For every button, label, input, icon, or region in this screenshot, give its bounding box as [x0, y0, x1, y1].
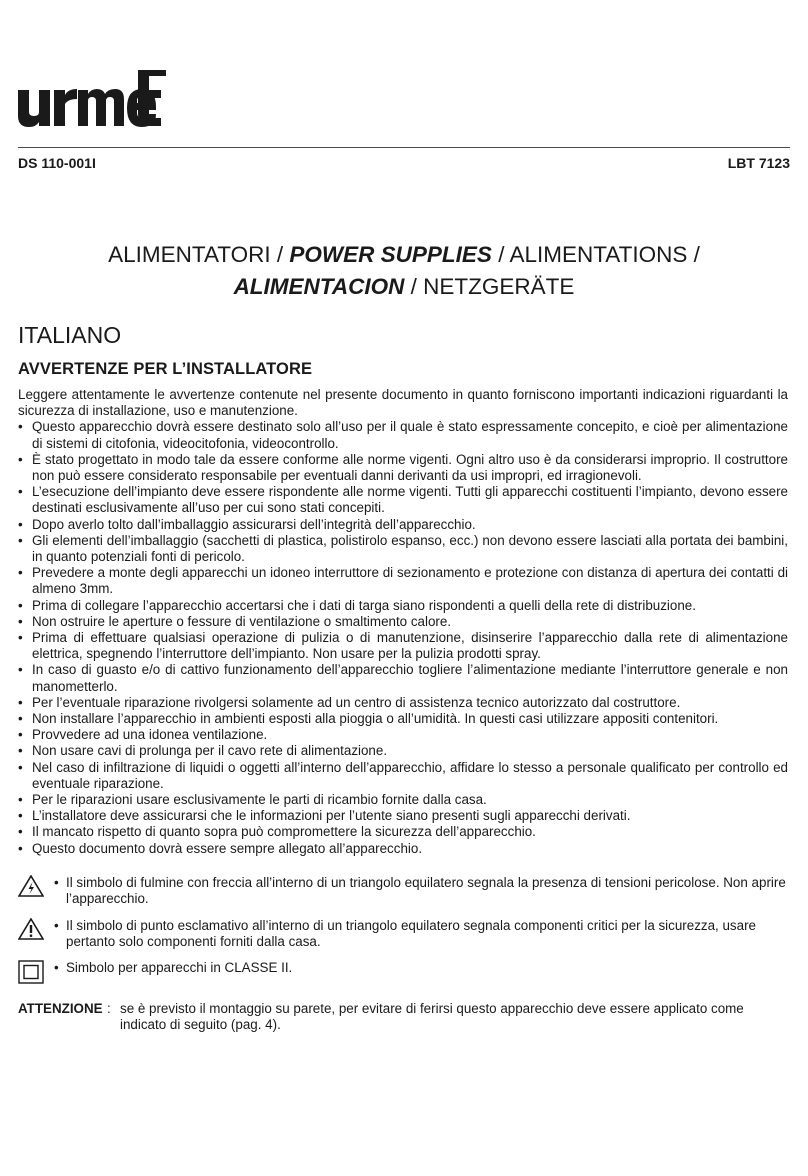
lightning-warning-icon: [18, 875, 44, 901]
list-item: [18, 662, 788, 694]
warnings-list: [18, 419, 788, 856]
title-segment-italic: POWER SUPPLIES: [289, 242, 492, 267]
list-item-text: Questo apparecchio dovrà essere destinato solo all’uso per il quale è stato espressamente concepito, e cioè per alimentazione di sistemi di citofonia, videocitofonia, videocontrollo.: [32, 419, 788, 451]
list-item-text: Prevedere a monte degli apparecchi un idoneo interruttore di sezionamento e protezione con distanza di apertura dei contatti di almeno 3mm.: [32, 565, 788, 597]
bullet-mark: •: [18, 759, 23, 775]
list-item: [18, 824, 788, 840]
list-item-text: Il mancato rispetto di quanto sopra può compromettere la sicurezza dell’apparecchio.: [32, 824, 536, 840]
document-reference: LBT 7123: [727, 155, 790, 171]
list-item: [18, 533, 788, 565]
symbol-text: Simbolo per apparecchi in CLASSE II.: [66, 960, 293, 975]
section-heading: AVVERTENZE PER L’INSTALLATORE: [18, 360, 313, 378]
list-item: [18, 419, 788, 451]
bullet-mark: •: [18, 613, 23, 629]
list-item: [18, 808, 788, 824]
list-item-text: Nel caso di infiltrazione di liquidi o oggetti all’interno dell’apparecchio, affidare lo stesso a personale qualificato per controllo ed eventuale riparazione.: [32, 759, 788, 791]
list-item-text: Per le riparazioni usare esclusivamente le parti di ricambio fornite dalla casa.: [32, 792, 487, 808]
bullet-mark: •: [18, 565, 23, 581]
list-item: [18, 517, 788, 533]
bullet-mark: •: [18, 597, 23, 613]
list-item-text: Prima di collegare l’apparecchio accertarsi che i dati di targa siano rispondenti a quelli della rete di distribuzione.: [32, 597, 696, 613]
list-item-text: Prima di effettuare qualsiasi operazione di pulizia o di manutenzione, disinserire l’apparecchio dalla rete di alimentazione elettrica, spegnendo l’interruttore dell’impianto. Non usare per la pulizia prodotti spray.: [32, 630, 788, 662]
list-item-text: Per l’eventuale riparazione rivolgersi solamente ad un centro di assistenza tecnico autorizzato dal costruttore.: [32, 694, 681, 710]
language-heading: ITALIANO: [18, 322, 122, 348]
title-segment: / NETZGERÄTE: [410, 274, 575, 299]
list-item: [18, 743, 788, 759]
list-item: [18, 711, 788, 727]
title-segment-italic: ALIMENTACION: [233, 274, 405, 299]
list-item: [18, 565, 788, 597]
list-item: [18, 598, 788, 614]
bullet-mark: •: [18, 451, 23, 467]
header-rule: [18, 147, 790, 148]
bullet-mark: •: [18, 694, 23, 710]
bullet-mark: •: [18, 840, 23, 856]
list-item-text: Questo documento dovrà essere sempre allegato all’apparecchio.: [32, 840, 423, 856]
list-item-text: Non usare cavi di prolunga per il cavo rete di alimentazione.: [32, 743, 388, 759]
attention-colon: :: [107, 1001, 111, 1016]
exclamation-warning-icon: [18, 918, 44, 944]
intro-paragraph: Leggere attentamente le avvertenze contenute nel presente documento in quanto forniscono importanti indicazioni riguardanti la sicurezza di installazione, uso e manutenzione.: [18, 387, 788, 419]
list-item-text: L’esecuzione dell’impianto deve essere rispondente alle norme vigenti. Tutti gli apparecchi costituenti l’impianto, devono essere destinati esclusivamente all’uso per cui sono stati concepiti.: [32, 484, 788, 516]
bullet-mark: •: [18, 711, 23, 727]
class-ii-icon: [18, 960, 44, 988]
attention-text: se è previsto il montaggio su parete, per evitare di ferirsi questo apparecchio deve essere applicato come indicato di seguito (pag. 4).: [120, 1001, 744, 1033]
bullet-mark: •: [18, 630, 23, 646]
list-item: [18, 484, 788, 516]
warnings-body: [18, 387, 788, 857]
list-item: [18, 452, 788, 484]
bullet-mark: •: [18, 532, 23, 548]
list-item: [18, 792, 788, 808]
page-title-line-1: [18, 242, 790, 268]
list-item: [18, 841, 788, 857]
list-item: [18, 760, 788, 792]
page-title-line-2: [18, 274, 790, 300]
document-code: DS 110-001I: [18, 155, 96, 171]
bullet-mark: •: [18, 808, 23, 824]
urmet-logo: [18, 68, 166, 135]
list-item-text: L’installatore deve assicurarsi che le informazioni per l’utente siano presenti sugli apparecchi derivati.: [32, 808, 631, 824]
attention-label: ATTENZIONE: [18, 1001, 103, 1016]
list-item-text: Gli elementi dell’imballaggio (sacchetti di plastica, polistirolo espanso, ecc.) non devono essere lasciati alla portata dei bambini, in quanto potenziali fonti di pericolo.: [32, 532, 788, 565]
symbol-bullet: •: [54, 960, 59, 975]
title-segment: ALIMENTATORI /: [108, 242, 284, 267]
bullet-mark: •: [18, 824, 23, 840]
list-item: [18, 727, 788, 743]
list-item-text: Non installare l’apparecchio in ambienti esposti alla pioggia o all’umidità. In questi casi utilizzare appositi contenitori.: [32, 711, 719, 727]
list-item-text: Provvedere ad una idonea ventilazione.: [32, 727, 268, 743]
symbol-text: Il simbolo di fulmine con freccia all’interno di un triangolo equilatero segnala la presenza di tensioni pericolose. Non aprire l’apparecchio.: [66, 875, 786, 907]
bullet-mark: •: [18, 662, 23, 678]
list-item: [18, 614, 788, 630]
list-item-text: In caso di guasto e/o di cattivo funzionamento dell’apparecchio togliere l’alimentazione mediante l’interruttore generale e non manometterlo.: [32, 662, 788, 694]
list-item: [18, 630, 788, 662]
list-item-text: Dopo averlo tolto dall’imballaggio assicurarsi dell’integrità dell’apparecchio.: [32, 516, 476, 532]
bullet-mark: •: [18, 792, 23, 808]
list-item-text: È stato progettato in modo tale da essere conforme alle norme vigenti. Ogni altro uso è da considerarsi improprio. Il costruttore non può essere considerato responsabile per eventuali danni derivanti da usi impropri, ed irragionevoli.: [32, 451, 788, 484]
title-segment: / ALIMENTATIONS /: [498, 242, 700, 267]
list-item: [18, 695, 788, 711]
symbol-bullet: •: [54, 875, 59, 890]
bullet-mark: •: [18, 727, 23, 743]
symbol-bullet: •: [54, 918, 59, 933]
bullet-mark: •: [18, 484, 23, 500]
bullet-mark: •: [18, 516, 23, 532]
bullet-mark: •: [18, 419, 23, 435]
list-item-text: Non ostruire le aperture o fessure di ventilazione o smaltimento calore.: [32, 613, 452, 629]
bullet-mark: •: [18, 743, 23, 759]
symbol-text: Il simbolo di punto esclamativo all’interno di un triangolo equilatero segnala componenti critici per la sicurezza, usare pertanto solo componenti forniti dalla casa.: [66, 918, 756, 950]
